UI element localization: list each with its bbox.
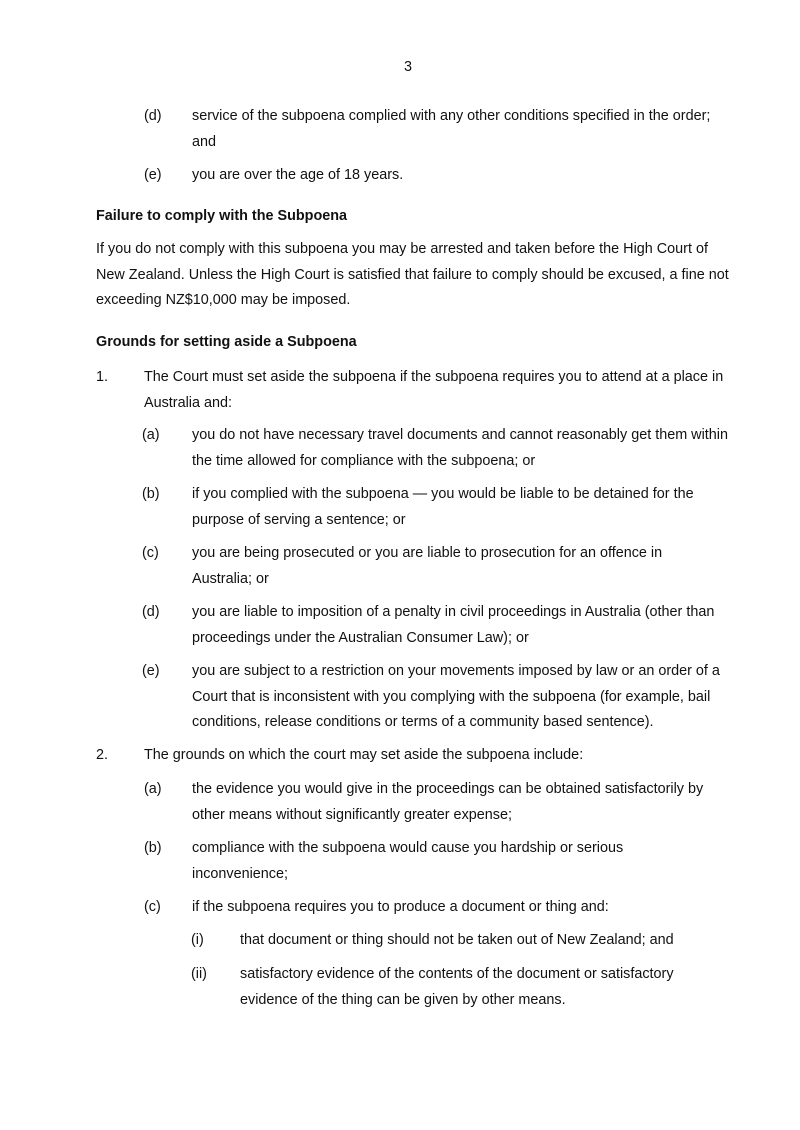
subitem-text: you are subject to a restriction on your movements imposed by law or an order of a Court that is inconsistent with you complying with the subpoena (for example, bail conditions, release conditions or terms of a community based sentence). (192, 663, 720, 730)
subitem-marker: (d) (142, 604, 160, 620)
list-marker: (e) (144, 167, 162, 183)
list-marker: (d) (144, 108, 162, 124)
grounds-heading: Grounds for setting aside a Subpoena (96, 334, 357, 350)
subitem-marker: (a) (144, 781, 162, 797)
subitem-text: you are being prosecuted or you are liable to prosecution for an offence in Australia; or (192, 545, 663, 587)
subsubitem-marker: (ii) (191, 966, 207, 982)
subitem-text: compliance with the subpoena would cause you hardship or serious inconvenience; (192, 840, 624, 882)
subsubitem-text: satisfactory evidence of the contents of the document or satisfactory evidence of the thing can be given by other means. (240, 966, 674, 1008)
subitem-marker: (e) (142, 663, 160, 679)
subitem-text: you are liable to imposition of a penalty in civil proceedings in Australia (other than proceedings under the Australian Consumer Law); or (192, 604, 715, 646)
list-item-text: service of the subpoena complied with any other conditions specified in the order; and (192, 108, 711, 150)
subitem-marker: (a) (142, 427, 160, 443)
subsubitem-marker: (i) (191, 932, 204, 948)
item-text: The Court must set aside the subpoena if the subpoena requires you to attend at a place in Australia and: (144, 369, 724, 411)
subitem-text: you do not have necessary travel documents and cannot reasonably get them within the time allowed for compliance with the subpoena; or (192, 427, 728, 469)
item-number: 2. (96, 747, 109, 763)
item-number: 1. (96, 369, 109, 385)
subitem-text: if you complied with the subpoena — you would be liable to be detained for the purpose of serving a sentence; or (192, 486, 694, 528)
subitem-marker: (c) (144, 899, 161, 915)
subitem-marker: (b) (144, 840, 162, 856)
failure-heading: Failure to comply with the Subpoena (96, 208, 348, 224)
subitem-marker: (b) (142, 486, 160, 502)
subitem-text: if the subpoena requires you to produce a document or thing and: (192, 899, 609, 915)
list-item-text: you are over the age of 18 years. (192, 167, 404, 183)
subitem-marker: (c) (142, 545, 159, 561)
page-number: 3 (403, 59, 412, 75)
subsubitem-text: that document or thing should not be taken out of New Zealand; and (240, 932, 674, 948)
failure-paragraph: If you do not comply with this subpoena you may be arrested and taken before the High Court of New Zealand. Unless the High Court is satisfied that failure to comply should be excused, a fine not exceeding NZ$10,000 may be imposed. (96, 241, 729, 308)
item-text: The grounds on which the court may set aside the subpoena include: (144, 747, 584, 763)
subitem-text: the evidence you would give in the proceedings can be obtained satisfactorily by other means without significantly greater expense; (192, 781, 704, 823)
